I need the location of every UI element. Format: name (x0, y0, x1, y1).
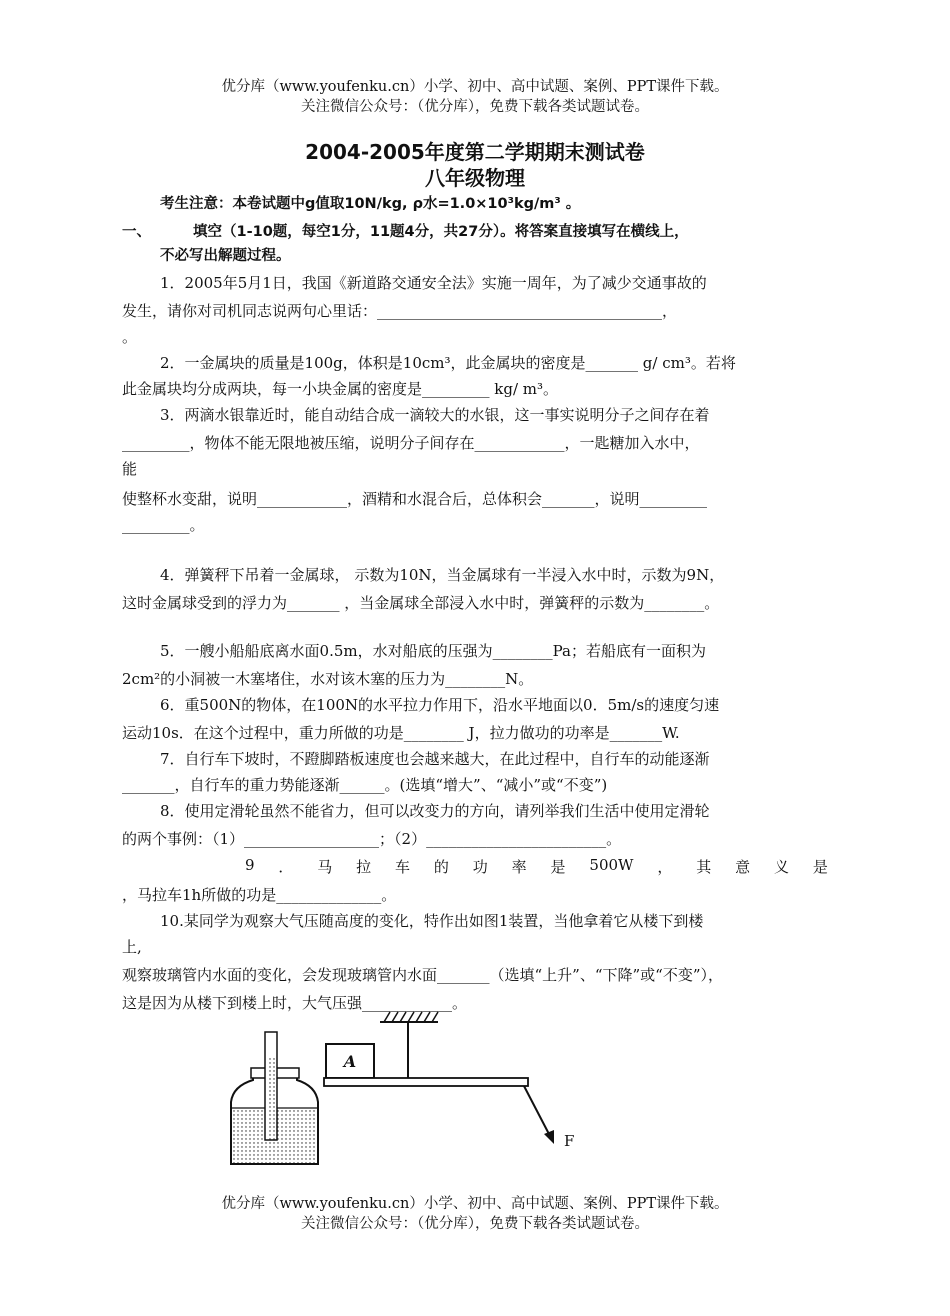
q9-part: 意 (735, 858, 751, 876)
q1-line-2: 发生，请你对司机同志说两句心里话：______________________________________， (122, 302, 678, 320)
q5-line-1: 5．一艘小船船底离水面0.5m，水对船底的压强为________Pa；若船底有一面积为 (160, 642, 706, 660)
q6-line-2: 运动10s．在这个过程中，重力所做的功是________ J，拉力做功的功率是_______W. (122, 724, 680, 742)
q5-line-2: 2cm²的小洞被一木塞堵住，水对该木塞的压力为________N。 (122, 670, 534, 688)
q10-line-4: 这是因为从楼下到楼上时，大气压强____________。 (122, 994, 468, 1012)
bottle-tube-figure (225, 1030, 325, 1170)
q2-line-2: 此金属块均分成两块，每一小块金属的密度是_________ kg/ m³。 (122, 380, 559, 398)
q9-part: 的 (433, 858, 449, 876)
q3-line-3: 能 (122, 460, 138, 478)
section-number: 一、 (122, 224, 151, 240)
q9-part: 功 (472, 858, 488, 876)
q2-line-1: 2．一金属块的质量是100g，体积是10cm³，此金属块的密度是_______ g/ cm³。若将 (160, 354, 736, 372)
force-arrow-head (544, 1130, 554, 1144)
lever-figure (318, 1008, 588, 1158)
q9-part: ， (657, 858, 673, 876)
tube-water (267, 1056, 275, 1140)
q9-line-1 (245, 856, 828, 877)
q4-line-2: 这时金属球受到的浮力为_______ ，当金属球全部浸入水中时，弹簧秤的示数为________。 (122, 594, 720, 612)
footer-line-2: 关注微信公众号：（优分库），免费下载各类试题试卷。 (301, 1216, 649, 1232)
q8-line-2: 的两个事例：（1）__________________；（2）________________________。 (122, 830, 622, 848)
q1-line-3: 。 (122, 328, 138, 346)
q6-line-1: 6．重500N的物体，在100N的水平拉力作用下，沿水平地面以0．5m/s的速度匀速 (160, 696, 720, 714)
header-line-2: 关注微信公众号：（优分库），免费下载各类试题试卷。 (301, 99, 649, 115)
exam-notice: 考生注意：本卷试题中g值取10N/kg, ρ水=1.0×10³kg/m³ 。 (160, 196, 581, 212)
q3-line-4: 使整杯水变甜，说明____________，酒精和水混合后，总体积会_______，说明_________ (122, 490, 708, 508)
force-label: F (564, 1132, 575, 1150)
lever-board (324, 1078, 528, 1086)
q9-part: 是 (550, 858, 566, 876)
q9-part: 车 (395, 858, 411, 876)
q9-part: 义 (773, 858, 789, 876)
exam-subtitle: 八年级物理 (425, 166, 525, 190)
footer-line-1: 优分库（www.youfenku.cn）小学、初中、高中试题、案例、PPT课件下载。 (221, 1196, 729, 1212)
q10-line-3: 观察玻璃管内水面的变化，会发现玻璃管内水面_______（选填“上升”、“下降”或“不变”）， (122, 966, 724, 984)
q9-part: 马 (317, 858, 333, 876)
q9-part: 9 (245, 856, 255, 874)
q3-line-5: _________。 (122, 516, 205, 534)
q10-line-2: 上, (122, 938, 142, 956)
ceiling-hatch (384, 1012, 438, 1022)
q3-line-2: _________，物体不能无限地被压缩，说明分子间存在____________，一匙糖加入水中， (122, 434, 700, 452)
section-heading-line-2: 不必写出解题过程。 (160, 248, 291, 264)
q10-line-1: 10.某同学为观察大气压随高度的变化，特作出如图1装置，当他拿着它从楼下到楼 (160, 912, 704, 930)
header-line-1: 优分库（www.youfenku.cn）小学、初中、高中试题、案例、PPT课件下载。 (221, 79, 729, 95)
q9-part: 是 (812, 858, 828, 876)
q9-line-2: ，马拉车1h所做的功是______________。 (122, 886, 397, 904)
block-a-label: A (343, 1052, 357, 1071)
q9-part: 率 (511, 858, 527, 876)
q4-line-1: 4．弹簧秤下吊着一金属球， 示数为10N，当金属球有一半浸入水中时，示数为9N， (160, 566, 725, 584)
q9-part: 拉 (356, 858, 372, 876)
q7-line-2: _______，自行车的重力势能逐渐______。(选填“增大”、“减小”或“不变”) (122, 776, 608, 794)
q1-line-1: 1．2005年5月1日，我国《新道路交通安全法》实施一周年，为了减少交通事故的 (160, 274, 707, 292)
q8-line-1: 8．使用定滑轮虽然不能省力，但可以改变力的方向，请列举我们生活中使用定滑轮 (160, 802, 710, 820)
q3-line-1: 3．两滴水银靠近时，能自动结合成一滴较大的水银，这一事实说明分子之间存在着 (160, 406, 710, 424)
q9-part: ． (278, 858, 294, 876)
section-heading-line-1: 填空（1-10题，每空1分，11题4分，共27分）。将答案直接填写在横线上， (193, 224, 689, 240)
q9-part: 500W (589, 856, 634, 874)
exam-title: 2004-2005年度第二学期期末测试卷 (305, 140, 645, 164)
q9-part: 其 (696, 858, 712, 876)
q7-line-1: 7．自行车下坡时，不蹬脚踏板速度也会越来越大，在此过程中，自行车的动能逐渐 (160, 750, 710, 768)
force-arrow-line (524, 1086, 550, 1136)
